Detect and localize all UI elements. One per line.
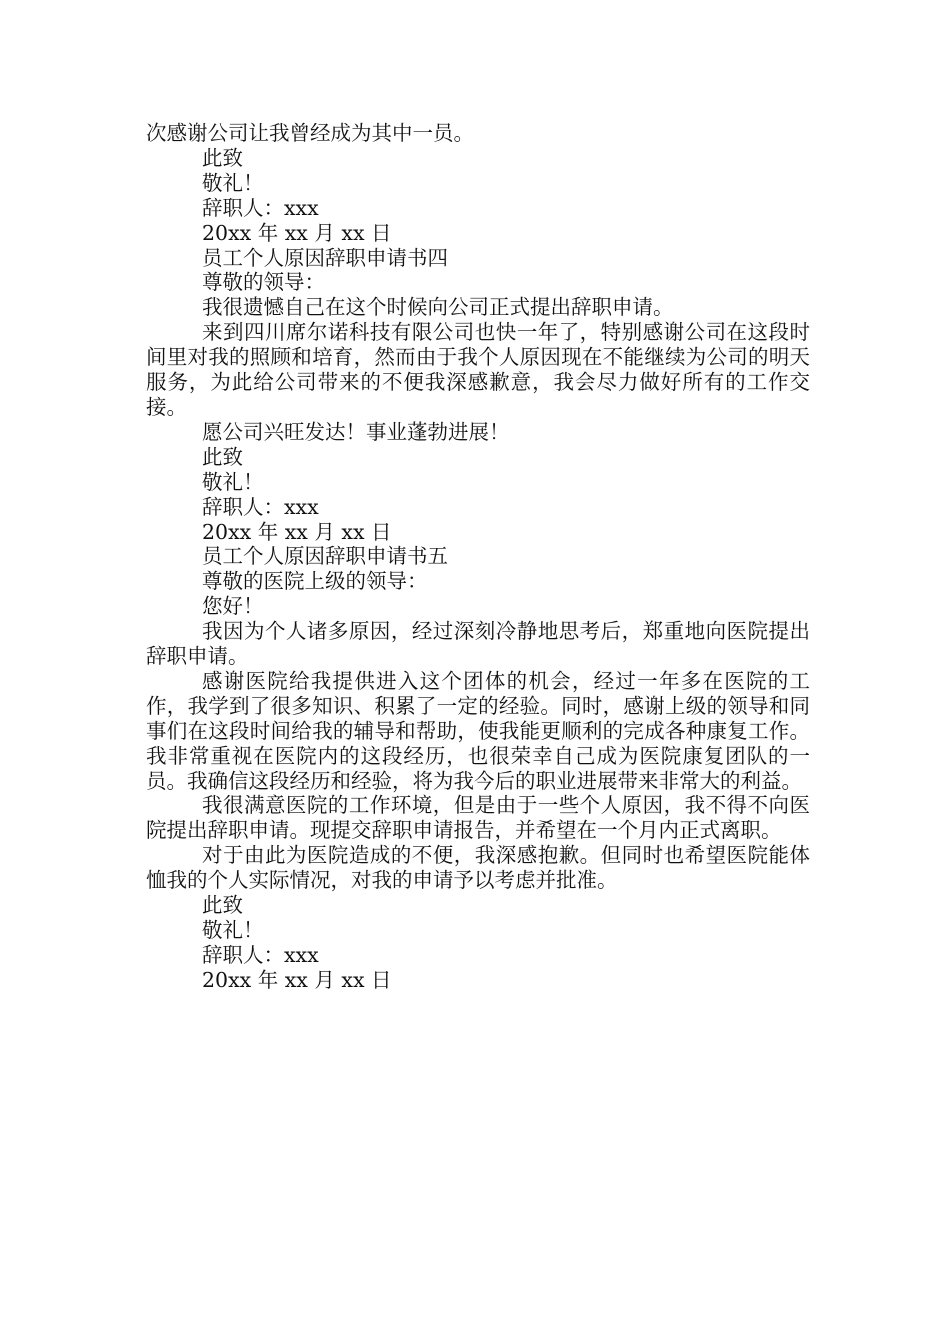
letter4-title: 员工个人原因辞职申请书四: [202, 245, 448, 270]
closing1-date: 20xx 年 xx 月 xx 日: [202, 220, 392, 245]
letter4-signer: 辞职人：xxx: [202, 494, 319, 519]
letter5-paragraph-1: 我因为个人诸多原因，经过深刻冷静地思考后，郑重地向医院提出辞职申请。: [146, 619, 810, 669]
letter4-salutation: 尊敬的领导：: [202, 270, 325, 295]
letter5-signer: 辞职人：xxx: [202, 942, 319, 967]
closing1-salute: 敬礼！: [202, 170, 264, 195]
letter5-greeting: 此致: [202, 893, 243, 918]
closing1-signer: 辞职人：xxx: [202, 195, 319, 220]
letter5-hello: 您好！: [202, 594, 264, 619]
letter5-paragraph-3: 我很满意医院的工作环境，但是由于一些个人原因，我不得不向医院提出辞职申请。现提交辞职申请报告，并希望在一个月内正式离职。: [146, 793, 810, 843]
letter5-paragraph-4: 对于由此为医院造成的不便，我深感抱歉。但同时也希望医院能体恤我的个人实际情况，对我的申请予以考虑并批准。: [146, 843, 810, 893]
letter4-date: 20xx 年 xx 月 xx 日: [202, 519, 392, 544]
letter5-title: 员工个人原因辞职申请书五: [202, 544, 448, 569]
letter4-paragraph-1: 我很遗憾自己在这个时候向公司正式提出辞职申请。: [202, 295, 674, 320]
letter4-paragraph-2: 来到四川席尔诺科技有限公司也快一年了，特别感谢公司在这段时间里对我的照顾和培育，然而由于我个人原因现在不能继续为公司的明天服务，为此给公司带来的不便我深感歉意，我会尽力做好所有的工作交接。: [146, 320, 810, 419]
closing1-greeting: 此致: [202, 145, 243, 170]
letter5-salutation: 尊敬的医院上级的领导：: [202, 569, 428, 594]
letter5-date: 20xx 年 xx 月 xx 日: [202, 967, 392, 992]
letter5-salute: 敬礼！: [202, 918, 264, 942]
letter4-paragraph-3: 愿公司兴旺发达！事业蓬勃进展！: [202, 419, 510, 444]
letter5-paragraph-2: 感谢医院给我提供进入这个团体的机会，经过一年多在医院的工作，我学到了很多知识、积累了一定的经验。同时，感谢上级的领导和同事们在这段时间给我的辅导和帮助，使我能更顺利的完成各种康复工作。我非常重视在医院内的这段经历，也很荣幸自己成为医院康复团队的一员。我确信这段经历和经验，将为我今后的职业进展带来非常大的利益。: [146, 668, 810, 793]
letter4-salute: 敬礼！: [202, 469, 264, 494]
letter4-greeting: 此致: [202, 444, 243, 469]
document-page: [146, 121, 810, 993]
opening-fragment: 次感谢公司让我曾经成为其中一员。: [146, 121, 474, 145]
